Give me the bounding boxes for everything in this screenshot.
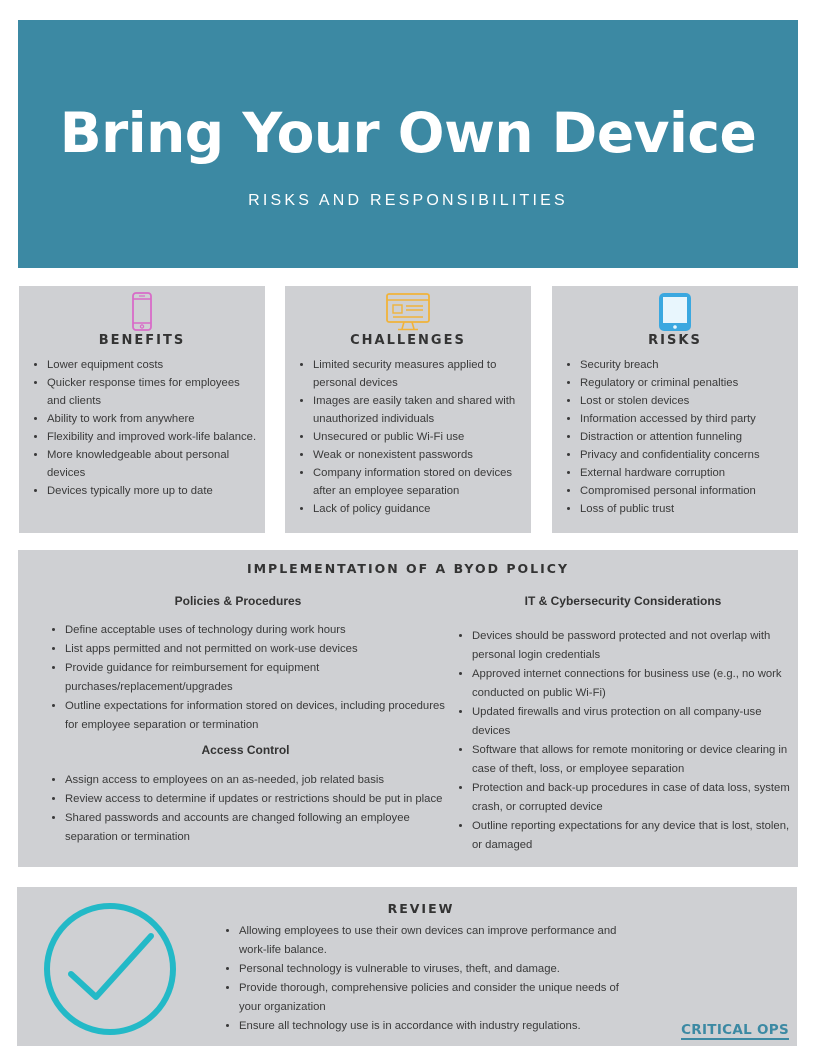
list-item: • Devices should be password protected and not overlap with personal login credentials xyxy=(472,627,791,665)
it-security-heading: IT & Cybersecurity Considerations xyxy=(524,594,722,608)
list-item: • Approved internet connections for business use (e.g., no work conducted on public Wi-Fi) xyxy=(472,665,791,703)
benefits-list xyxy=(19,356,257,500)
list-item: • Lower equipment costs xyxy=(47,356,257,374)
list-item: • Devices typically more up to date xyxy=(47,482,257,500)
review-section xyxy=(17,887,797,1046)
list-item: • Quicker response times for employees and clients xyxy=(47,374,257,410)
access-control-list xyxy=(48,771,448,847)
list-item: • Weak or nonexistent passwords xyxy=(313,446,523,464)
list-item: • External hardware corruption xyxy=(580,464,790,482)
list-item: • Lack of policy guidance xyxy=(313,500,523,518)
list-item: • Outline expectations for information stored on devices, including procedures for employee separation or termination xyxy=(65,697,448,735)
it-security-list xyxy=(455,627,791,855)
list-item: • Allowing employees to use their own devices can improve performance and work-life balance. xyxy=(239,922,641,960)
policies-list xyxy=(48,621,448,735)
benefits-card xyxy=(19,286,265,533)
benefits-title: BENEFITS xyxy=(98,333,186,348)
risks-title: RISKS xyxy=(648,333,702,348)
list-item: • Provide guidance for reimbursement for equipment purchases/replacement/upgrades xyxy=(65,659,448,697)
challenges-title: CHALLENGES xyxy=(350,333,466,348)
list-item: • Distraction or attention funneling xyxy=(580,428,790,446)
header-banner xyxy=(18,20,798,268)
list-item: • Software that allows for remote monitoring or device clearing in case of theft, loss, or employee separation xyxy=(472,741,791,779)
list-item: • Ensure all technology use is in accordance with industry regulations. xyxy=(239,1017,641,1036)
list-item: • Updated firewalls and virus protection on all company-use devices xyxy=(472,703,791,741)
challenges-list xyxy=(285,356,523,518)
review-title: REVIEW xyxy=(387,901,455,916)
implementation-section xyxy=(18,550,798,867)
access-control-heading: Access Control xyxy=(201,743,290,757)
list-item: • Protection and back-up procedures in case of data loss, system crash, or corrupted device xyxy=(472,779,791,817)
list-item: • More knowledgeable about personal devices xyxy=(47,446,257,482)
review-list xyxy=(221,922,641,1036)
list-item: • Loss of public trust xyxy=(580,500,790,518)
brand-logo: CRITICAL OPS xyxy=(681,1022,789,1039)
page-subtitle: RISKS AND RESPONSIBILITIES xyxy=(248,192,568,209)
list-item: • Limited security measures applied to personal devices xyxy=(313,356,523,392)
list-item: • Images are easily taken and shared with unauthorized individuals xyxy=(313,392,523,428)
list-item: • Ability to work from anywhere xyxy=(47,410,257,428)
risks-list xyxy=(552,356,790,518)
list-item: • Company information stored on devices after an employee separation xyxy=(313,464,523,500)
list-item: • Outline reporting expectations for any device that is lost, stolen, or damaged xyxy=(472,817,791,855)
list-item: • Information accessed by third party xyxy=(580,410,790,428)
list-item: • Review access to determine if updates or restrictions should be put in place xyxy=(65,790,448,809)
list-item: • Assign access to employees on an as-needed, job related basis xyxy=(65,771,448,790)
policies-heading: Policies & Procedures xyxy=(174,594,302,608)
list-item: • Shared passwords and accounts are changed following an employee separation or termination xyxy=(65,809,448,847)
list-item: • Provide thorough, comprehensive policies and consider the unique needs of your organization xyxy=(239,979,641,1017)
page-title: Bring Your Own Device xyxy=(59,101,757,165)
list-item: • Flexibility and improved work-life balance. xyxy=(47,428,257,446)
list-item: • List apps permitted and not permitted on work-use devices xyxy=(65,640,448,659)
list-item: • Regulatory or criminal penalties xyxy=(580,374,790,392)
checkmark-circle-icon xyxy=(41,900,179,1043)
list-item: • Unsecured or public Wi-Fi use xyxy=(313,428,523,446)
implementation-title: IMPLEMENTATION OF A BYOD POLICY xyxy=(246,561,570,576)
challenges-card xyxy=(285,286,531,533)
list-item: • Lost or stolen devices xyxy=(580,392,790,410)
monitor-icon xyxy=(285,292,531,332)
list-item: • Privacy and confidentiality concerns xyxy=(580,446,790,464)
list-item: • Security breach xyxy=(580,356,790,374)
smartphone-icon xyxy=(19,292,265,332)
list-item: • Compromised personal information xyxy=(580,482,790,500)
list-item: • Define acceptable uses of technology during work hours xyxy=(65,621,448,640)
list-item: • Personal technology is vulnerable to viruses, theft, and damage. xyxy=(239,960,641,979)
tablet-icon xyxy=(552,292,798,332)
risks-card xyxy=(552,286,798,533)
